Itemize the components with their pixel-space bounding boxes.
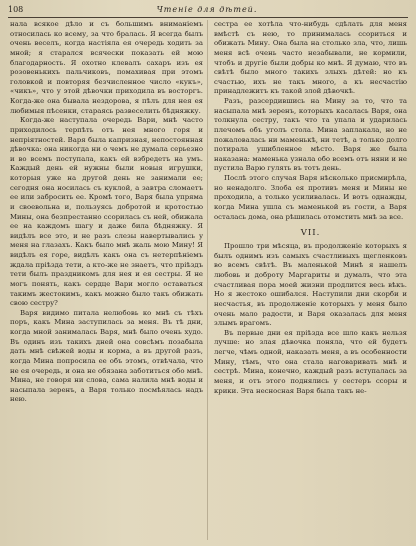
paragraph: Варя видимо питала нелюбовь ко мнѣ съ тѣхъ поръ, какъ Мина заступилась за меня. Въ тѣ дни, когда мной занималась Варя, мнѣ было очень худо. Въ одинъ изъ такихъ дней она совсѣмъ позабыла дать мнѣ свѣжей воды и корма, а въ другой разъ, когда Мина попросила ее объ этомъ, отвѣчала, что не ея очередь, и она не обязана заботиться обо мнѣ. Мина, не говоря ни слова, сама налила мнѣ воды и насыпала зеренъ, а Варя только посмѣялась надъ нею. xyxy=(10,308,203,404)
right-column xyxy=(214,20,407,542)
header-rule xyxy=(8,17,408,18)
paragraph: нала всякое дѣло и съ большимъ вниманіемъ относилась ко всему, за что бралась. Я всегда былъ очень веселъ, когда настіяла ея очередь ходить за мной; я старался всячески показать ей мою благодарность. Я охотно клевалъ сахаръ изъ ея розовенькихъ пальчиковъ, помахивая при этомъ головкой и повторяя безчисленное число «кукъ», «чикъ», что у этой дѣвочки приходила въ восторгъ. Когда-же она бывала нездорова, я пѣлъ для нея ея любимыя пѣсенки, стараясь развеселить бѣдняжку. xyxy=(10,20,203,115)
paragraph: Въ первые дни ея пріѣзда все шло какъ нельзя лучше: но злая дѣвочка поняла, что ей будетъ легче, чѣмъ одной, наказать меня, а въ особенности Мину, тѣмъ, что она стала наговаривать мнѣ и сестрѣ. Мина, конечно, каждый разъ вступалась за меня, и отъ этого поднялись у сестеръ ссоры и крики. Эта несносная Варя была такъ не- xyxy=(214,328,407,395)
paragraph: Прошло три мѣсяца, въ продолженіе которыхъ я былъ однимъ изъ самыхъ счастливыхъ щегленковъ во всемъ свѣтѣ. Въ маленькой Минѣ я нашелъ любовь и доброту Маргариты и думалъ, что эта счастливая пора моей жизни продлится весь вѣкъ. Но я жестоко ошибался. Наступили дни скорби и несчастья, въ продолженіе которыхъ у меня было очень мало радости, и Варя оказалась для меня злымъ врагомъ. xyxy=(214,242,407,328)
page-number: 108 xyxy=(8,5,24,14)
page-header xyxy=(8,3,406,17)
paragraph: Когда-же наступала очередь Вари, мнѣ часто приходилось терпѣть отъ нея много горя и непріятностей. Варя была капризная, непостоянная дѣвочка: она никогда ни о чемъ не думала серьезно и во всемъ поступала, какъ ей взбредетъ на умъ. Каждый день ей нужны были новыя игрушки, которыя уже на другой день не занимали ее; сегодня она носилась съ куклой, а завтра сломаетъ ее или забросить ее. Кромѣ того, Варя была упряма и своевольна и, пользуясь добротой и кротостью Мины, она безпрестанно ссорилась съ ней, обижала ее на каждомъ шагу и даже била бѣдняжку. Я видѣлъ все это, и не разъ слезы навертывались у меня на глазахъ. Какъ было мнѣ жаль мою Мину! Я видѣлъ ея горе, видѣлъ какъ она съ нетерпѣніемъ ждала пріѣзда тети, а кто-же не знаетъ, что пріѣздъ тети былъ праздникомъ для нея и ея сестры. Я не могъ понять, какъ сердце Вари могло оставаться такимъ жестокимъ, какъ можно было такъ обижать свою сестру? xyxy=(10,116,203,308)
chapter-number: VII. xyxy=(300,228,321,239)
left-column xyxy=(10,20,203,542)
column-divider xyxy=(207,20,208,540)
paragraph: Разъ, разсердившись на Мину за то, что та насыпала мнѣ зеренъ, которыхъ касалась Варя, она толкнула сестру, такъ что та упала и ударилась плечомъ объ уголъ стола. Мина заплакала, но не пожаловалась ни маменькѣ, ни тетѣ, а только долго потирала ушибленное мѣсто. Варя же была наказана: маменька узнала обо всемъ отъ няни и не пустила Варю гулять въ тотъ день. xyxy=(214,97,407,173)
paragraph: Послѣ этого случая Варя нѣсколько присмирѣла, но ненадолго. Злоба ея противъ меня и Мины не проходила, а только усиливалась. И вотъ однажды, когда Мина ушла съ маменькой въ гости, а Варя осталась дома, она рѣшилась отомстить мнѣ за все. xyxy=(214,174,407,221)
paragraph: сестра ее хотѣла что-нибудь сдѣлать для меня вмѣстѣ съ нею, то принималась ссориться и обижать Мину. Она была на столько зла, что, лишь меня всѣ очень часто незабывали, не кормили, чтобъ и другіе были добры ко мнѣ. Я думаю, что въ свѣтѣ было много такихъ злыхъ дѣтей: но къ счастью, ихъ не такъ много, а къ несчастію принадлежитъ къ такой злой дѣвочкѣ. xyxy=(214,20,407,96)
running-title: Чтенiе для дѣтей. xyxy=(156,5,258,14)
